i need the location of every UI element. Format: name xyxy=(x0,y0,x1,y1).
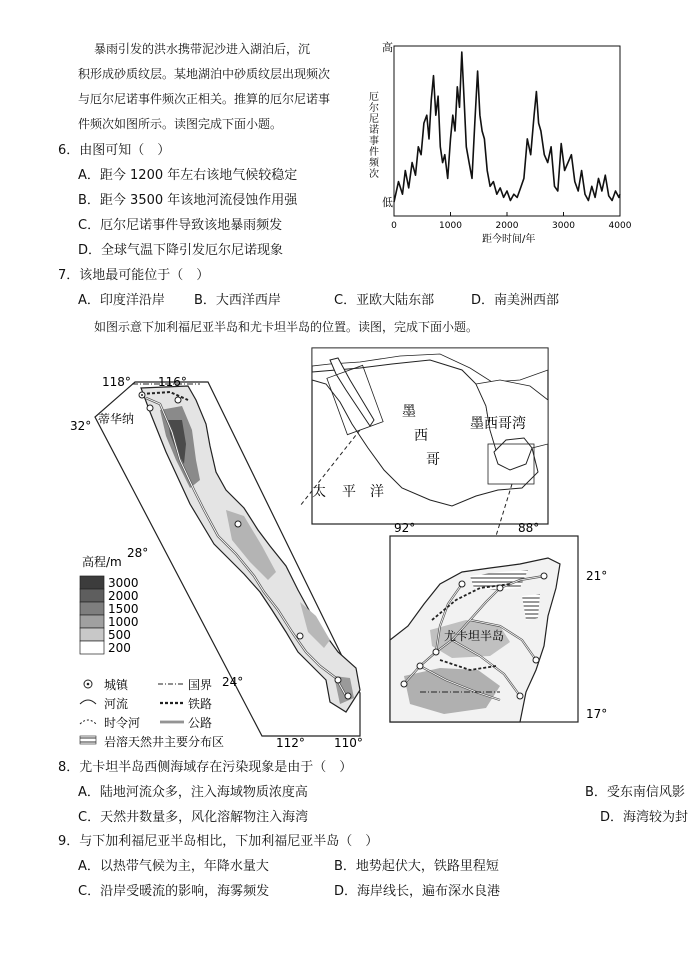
q8-option-c[interactable]: C．天然井数量多，风化溶解物注入海湾 xyxy=(78,810,309,825)
elnino-frequency-chart xyxy=(360,36,660,250)
q9-option-c[interactable]: C．沿岸受暖流的影响，海雾频发 xyxy=(78,884,270,899)
q6-option-b[interactable]: B．距今 3500 年该地河流侵蚀作用强 xyxy=(78,193,298,208)
legend-label-road: 公路 xyxy=(188,716,213,730)
y-top-label: 高 xyxy=(382,41,393,54)
elevation-swatch xyxy=(80,641,104,654)
city-dot xyxy=(433,649,439,655)
lat-label-32: 32° xyxy=(70,419,92,433)
elevation-level-label: 1000 xyxy=(108,615,139,629)
y-axis-label-char: 尔 xyxy=(369,103,379,114)
legend-item-border xyxy=(158,678,212,692)
x-tick-labels xyxy=(391,212,632,231)
gulf-label: 墨西哥湾 xyxy=(470,416,526,432)
y-axis-label-char: 诺 xyxy=(369,125,379,136)
river-legend-icon xyxy=(80,700,96,704)
lon-label-112: 112° xyxy=(276,736,305,750)
ocean-label-1: 太 xyxy=(312,484,326,500)
yucatan-label: 尤卡坦半岛 xyxy=(444,629,505,643)
city-dot xyxy=(541,573,547,579)
city-dot xyxy=(345,693,351,699)
city-dot xyxy=(533,657,539,663)
city-dot xyxy=(459,581,465,587)
y-axis-label-char: 件 xyxy=(369,147,379,158)
y-bottom-label: 低 xyxy=(382,196,393,209)
lat-label-21: 21° xyxy=(586,569,608,583)
x-axis-label: 距今时间/年 xyxy=(482,234,536,245)
legend-title: 高程/m xyxy=(82,555,122,569)
legend-label-railway: 铁路 xyxy=(188,697,213,711)
map-figure xyxy=(0,340,688,760)
elevation-level-label: 1500 xyxy=(108,602,139,616)
legend-label-river: 河流 xyxy=(104,697,129,711)
city-dot xyxy=(235,521,241,527)
intro-line-2: 积形成砂质纹层。某地湖泊中砂质纹层出现频次 xyxy=(78,67,331,81)
legend-label-seasonal-river: 时令河 xyxy=(104,716,141,730)
lon-label-116: 116° xyxy=(158,375,187,389)
city-dot xyxy=(335,677,341,683)
city-dot xyxy=(141,394,143,396)
map-intro: 如图示意下加利福尼亚半岛和尤卡坦半岛的位置。读图，完成下面小题。 xyxy=(94,320,479,334)
lat-label-28: 28° xyxy=(127,546,149,560)
y-axis-label xyxy=(369,91,380,180)
q7-option-c[interactable]: C．亚欧大陆东部 xyxy=(334,293,435,308)
city-legend-icon-dot xyxy=(87,683,90,686)
q7-option-a[interactable]: A．印度洋沿岸 xyxy=(78,293,165,308)
city-dot xyxy=(401,681,407,687)
elevation-swatch xyxy=(80,576,104,589)
legend-item-road xyxy=(160,716,212,730)
city-dot xyxy=(417,663,423,669)
legend-item-seasonal-river xyxy=(80,715,140,730)
karst-legend-icon xyxy=(80,736,96,744)
ocean-label-2: 平 xyxy=(342,484,356,500)
series-line xyxy=(394,52,620,202)
lon-label-92: 92° xyxy=(394,521,416,535)
city-dot xyxy=(297,633,303,639)
q7-option-b[interactable]: B．大西洋西岸 xyxy=(194,293,281,308)
series-layer xyxy=(394,52,620,202)
y-axis-label-char: 厄 xyxy=(369,92,379,103)
q8-option-d[interactable]: D．海湾较为封 xyxy=(600,810,688,825)
intro-line-3: 与厄尔尼诺事件频次正相关。推算的厄尔尼诺事 xyxy=(78,92,331,106)
elevation-swatch xyxy=(80,628,104,641)
q6-option-c[interactable]: C．厄尔尼诺事件导致该地暴雨频发 xyxy=(78,218,283,233)
elevation-level-label: 200 xyxy=(108,641,131,655)
legend-label-city: 城镇 xyxy=(104,678,129,692)
legend-item-river xyxy=(80,696,128,711)
x-tick-label: 2000 xyxy=(495,221,519,231)
q7-stem: 7．该地最可能位于（ ） xyxy=(58,268,210,283)
intro-line-1: 暴雨引发的洪水携带泥沙进入湖泊后，沉 xyxy=(94,42,311,56)
lon-label-118: 118° xyxy=(102,375,131,389)
q6-stem: 6．由图可知（ ） xyxy=(58,143,171,158)
legend-label-karst: 岩溶天然井主要分布区 xyxy=(104,735,225,749)
elevation-swatch xyxy=(80,615,104,628)
legend-item-karst xyxy=(80,734,224,749)
lon-label-88: 88° xyxy=(518,521,540,535)
lat-label-17: 17° xyxy=(586,707,608,721)
seasonal-river-legend-icon xyxy=(80,720,96,724)
city-dot xyxy=(497,585,503,591)
q8-stem: 8．尤卡坦半岛西侧海域存在污染现象是由于（ ） xyxy=(58,760,353,775)
legend-item-railway xyxy=(160,696,212,711)
x-tick-label: 4000 xyxy=(608,221,632,231)
q7-option-d[interactable]: D．南美洲西部 xyxy=(471,293,560,308)
q6-option-a[interactable]: A．距今 1200 年左右该地气候较稳定 xyxy=(78,168,298,183)
city-dot xyxy=(147,405,153,411)
legend-label-border: 国界 xyxy=(188,678,213,692)
elevation-level-label: 2000 xyxy=(108,589,139,603)
legend-item-city xyxy=(84,677,129,692)
lon-label-110: 110° xyxy=(334,736,363,750)
elevation-level-label: 3000 xyxy=(108,576,139,590)
elevation-level-label: 500 xyxy=(108,628,131,642)
y-axis-label-char: 尼 xyxy=(369,114,379,125)
y-axis-label-char: 频 xyxy=(369,158,379,169)
q8-option-a[interactable]: A．陆地河流众多，注入海域物质浓度高 xyxy=(78,785,308,800)
city-dot xyxy=(175,397,181,403)
q9-option-a[interactable]: A．以热带气候为主，年降水量大 xyxy=(78,859,269,874)
lat-label-24: 24° xyxy=(222,675,244,689)
q9-stem: 9．与下加利福尼亚半岛相比，下加利福尼亚半岛（ ） xyxy=(58,834,379,849)
q9-option-b[interactable]: B．地势起伏大，铁路里程短 xyxy=(334,859,499,874)
x-tick-label: 1000 xyxy=(439,221,462,231)
x-tick-label: 3000 xyxy=(552,221,575,231)
city-tijuana: 蒂华纳 xyxy=(98,412,135,426)
intro-line-4: 件频次如图所示。读图完成下面小题。 xyxy=(78,117,283,131)
x-tick-label: 0 xyxy=(391,221,397,231)
mexico-label-1: 墨 xyxy=(402,404,416,420)
mexico-label-3: 哥 xyxy=(426,452,440,468)
q8-option-b[interactable]: B．受东南信风影 xyxy=(585,785,685,800)
y-axis-label-char: 次 xyxy=(369,169,379,180)
elevation-scale xyxy=(80,576,139,655)
q6-option-d[interactable]: D．全球气温下降引发厄尔尼诺现象 xyxy=(78,243,284,258)
y-axis-label-char: 事 xyxy=(369,136,379,147)
mexico-label-2: 西 xyxy=(414,428,428,444)
ocean-label-3: 洋 xyxy=(370,484,384,500)
elevation-swatch xyxy=(80,589,104,602)
city-dot xyxy=(517,693,523,699)
elevation-swatch xyxy=(80,602,104,615)
q9-option-d[interactable]: D．海岸线长，遍布深水良港 xyxy=(334,884,501,899)
